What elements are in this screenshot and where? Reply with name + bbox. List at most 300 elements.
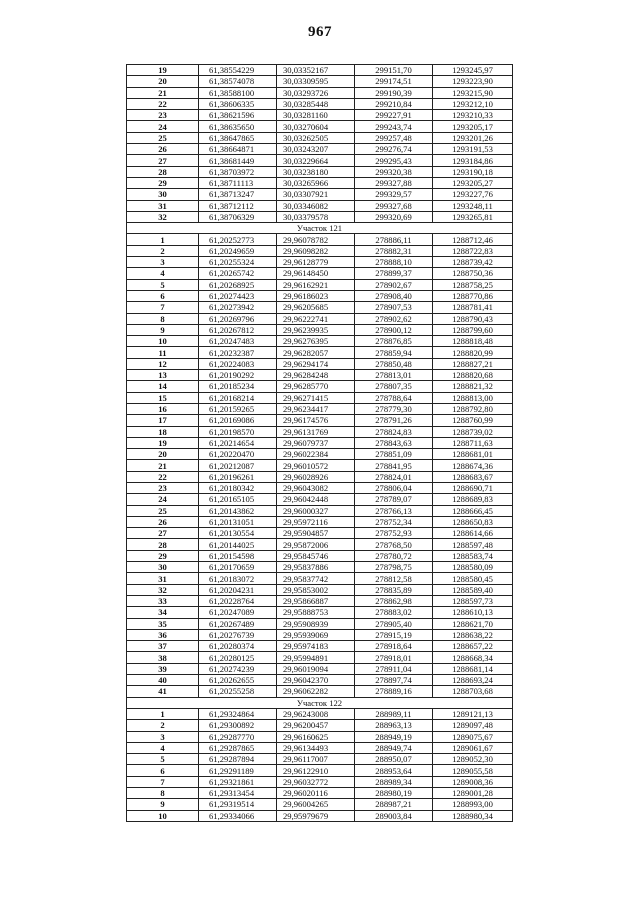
point-number-cell: 16 [127, 403, 199, 414]
y-coordinate-cell: 1289121,13 [433, 708, 513, 719]
x-coordinate-cell: 278789,07 [355, 494, 433, 505]
point-number-cell: 3 [127, 257, 199, 268]
longitude-cell: 29,95904857 [277, 528, 355, 539]
table-row [127, 528, 513, 539]
longitude-cell: 29,96205685 [277, 302, 355, 313]
x-coordinate-cell: 299243,74 [355, 121, 433, 132]
latitude-cell: 61,38703972 [199, 166, 277, 177]
x-coordinate-cell: 278824,83 [355, 426, 433, 437]
longitude-cell: 29,96028926 [277, 471, 355, 482]
point-number-cell: 6 [127, 765, 199, 776]
point-number-cell: 34 [127, 607, 199, 618]
x-coordinate-cell: 278862,98 [355, 595, 433, 606]
table-row [127, 121, 513, 132]
point-number-cell: 17 [127, 415, 199, 426]
table-row [127, 144, 513, 155]
latitude-cell: 61,20185234 [199, 381, 277, 392]
x-coordinate-cell: 278902,62 [355, 313, 433, 324]
x-coordinate-cell: 299257,48 [355, 132, 433, 143]
y-coordinate-cell: 1288580,09 [433, 562, 513, 573]
x-coordinate-cell: 299190,39 [355, 87, 433, 98]
longitude-cell: 29,96234417 [277, 403, 355, 414]
latitude-cell: 61,20204231 [199, 584, 277, 595]
y-coordinate-cell: 1293212,10 [433, 98, 513, 109]
latitude-cell: 61,20247483 [199, 336, 277, 347]
longitude-cell: 29,95837742 [277, 573, 355, 584]
x-coordinate-cell: 278807,35 [355, 381, 433, 392]
table-row [127, 166, 513, 177]
table-row [127, 788, 513, 799]
x-coordinate-cell: 278835,89 [355, 584, 433, 595]
longitude-cell: 30,03243207 [277, 144, 355, 155]
table-row [127, 257, 513, 268]
point-number-cell: 7 [127, 776, 199, 787]
point-number-cell: 2 [127, 245, 199, 256]
x-coordinate-cell: 288989,11 [355, 708, 433, 719]
x-coordinate-cell: 278752,34 [355, 516, 433, 527]
latitude-cell: 61,29324864 [199, 708, 277, 719]
y-coordinate-cell: 1288580,45 [433, 573, 513, 584]
longitude-cell: 30,03352167 [277, 65, 355, 76]
latitude-cell: 61,20180342 [199, 482, 277, 493]
table-row [127, 98, 513, 109]
y-coordinate-cell: 1288693,24 [433, 675, 513, 686]
table-row [127, 324, 513, 335]
latitude-cell: 61,20274423 [199, 290, 277, 301]
table-row [127, 810, 513, 821]
point-number-cell: 25 [127, 505, 199, 516]
latitude-cell: 61,29334066 [199, 810, 277, 821]
x-coordinate-cell: 278918,64 [355, 641, 433, 652]
table-row [127, 437, 513, 448]
latitude-cell: 61,20247089 [199, 607, 277, 618]
longitude-cell: 29,96019094 [277, 663, 355, 674]
latitude-cell: 61,38681449 [199, 155, 277, 166]
table-row [127, 494, 513, 505]
y-coordinate-cell: 1293210,33 [433, 110, 513, 121]
longitude-cell: 29,95853002 [277, 584, 355, 595]
point-number-cell: 22 [127, 471, 199, 482]
point-number-cell: 39 [127, 663, 199, 674]
x-coordinate-cell: 299329,57 [355, 189, 433, 200]
y-coordinate-cell: 1288597,73 [433, 595, 513, 606]
table-row [127, 87, 513, 98]
point-number-cell: 9 [127, 799, 199, 810]
point-number-cell: 7 [127, 302, 199, 313]
point-number-cell: 4 [127, 742, 199, 753]
x-coordinate-cell: 278915,19 [355, 629, 433, 640]
longitude-cell: 29,96000327 [277, 505, 355, 516]
point-number-cell: 19 [127, 437, 199, 448]
point-number-cell: 2 [127, 720, 199, 731]
longitude-cell: 30,03229664 [277, 155, 355, 166]
latitude-cell: 61,20249659 [199, 245, 277, 256]
latitude-cell: 61,29291189 [199, 765, 277, 776]
table-row [127, 539, 513, 550]
table-row [127, 731, 513, 742]
latitude-cell: 61,20280125 [199, 652, 277, 663]
point-number-cell: 29 [127, 177, 199, 188]
longitude-cell: 29,96294174 [277, 358, 355, 369]
x-coordinate-cell: 288963,13 [355, 720, 433, 731]
y-coordinate-cell: 1288689,83 [433, 494, 513, 505]
table-row [127, 381, 513, 392]
y-coordinate-cell: 1293190,18 [433, 166, 513, 177]
y-coordinate-cell: 1288980,34 [433, 810, 513, 821]
table-row [127, 65, 513, 76]
point-number-cell: 5 [127, 279, 199, 290]
longitude-cell: 29,96148450 [277, 268, 355, 279]
table-row [127, 720, 513, 731]
point-number-cell: 37 [127, 641, 199, 652]
x-coordinate-cell: 278897,74 [355, 675, 433, 686]
y-coordinate-cell: 1288820,99 [433, 347, 513, 358]
table-row [127, 584, 513, 595]
x-coordinate-cell: 288949,74 [355, 742, 433, 753]
table-row [127, 155, 513, 166]
point-number-cell: 1 [127, 708, 199, 719]
x-coordinate-cell: 299227,91 [355, 110, 433, 121]
latitude-cell: 61,20255324 [199, 257, 277, 268]
table-row [127, 370, 513, 381]
x-coordinate-cell: 278888,10 [355, 257, 433, 268]
section-header-row [127, 223, 513, 234]
x-coordinate-cell: 278859,94 [355, 347, 433, 358]
table-row [127, 302, 513, 313]
point-number-cell: 31 [127, 573, 199, 584]
y-coordinate-cell: 1288666,45 [433, 505, 513, 516]
section-title: Участок 122 [127, 697, 513, 708]
table-row [127, 708, 513, 719]
latitude-cell: 61,20220470 [199, 449, 277, 460]
latitude-cell: 61,20214654 [199, 437, 277, 448]
y-coordinate-cell: 1293248,11 [433, 200, 513, 211]
x-coordinate-cell: 278876,85 [355, 336, 433, 347]
longitude-cell: 29,96079737 [277, 437, 355, 448]
latitude-cell: 61,20280374 [199, 641, 277, 652]
longitude-cell: 29,96128779 [277, 257, 355, 268]
y-coordinate-cell: 1288781,41 [433, 302, 513, 313]
latitude-cell: 61,20228764 [199, 595, 277, 606]
y-coordinate-cell: 1293215,90 [433, 87, 513, 98]
latitude-cell: 61,20212087 [199, 460, 277, 471]
y-coordinate-cell: 1289075,67 [433, 731, 513, 742]
x-coordinate-cell: 278841,95 [355, 460, 433, 471]
longitude-cell: 29,96010572 [277, 460, 355, 471]
longitude-cell: 29,96062282 [277, 686, 355, 697]
latitude-cell: 61,38706329 [199, 211, 277, 222]
point-number-cell: 35 [127, 618, 199, 629]
latitude-cell: 61,20262655 [199, 675, 277, 686]
y-coordinate-cell: 1288614,66 [433, 528, 513, 539]
y-coordinate-cell: 1288589,40 [433, 584, 513, 595]
table-row [127, 742, 513, 753]
longitude-cell: 29,96162921 [277, 279, 355, 290]
point-number-cell: 27 [127, 528, 199, 539]
y-coordinate-cell: 1288792,80 [433, 403, 513, 414]
y-coordinate-cell: 1289008,36 [433, 776, 513, 787]
y-coordinate-cell: 1288799,60 [433, 324, 513, 335]
table-row [127, 629, 513, 640]
x-coordinate-cell: 278889,16 [355, 686, 433, 697]
x-coordinate-cell: 278798,75 [355, 562, 433, 573]
longitude-cell: 29,95888753 [277, 607, 355, 618]
longitude-cell: 29,96131769 [277, 426, 355, 437]
longitude-cell: 29,95866887 [277, 595, 355, 606]
latitude-cell: 61,20274239 [199, 663, 277, 674]
point-number-cell: 27 [127, 155, 199, 166]
x-coordinate-cell: 288950,07 [355, 754, 433, 765]
latitude-cell: 61,20168214 [199, 392, 277, 403]
point-number-cell: 23 [127, 110, 199, 121]
longitude-cell: 29,96200457 [277, 720, 355, 731]
table-row [127, 234, 513, 245]
x-coordinate-cell: 278766,13 [355, 505, 433, 516]
longitude-cell: 30,03285448 [277, 98, 355, 109]
table-row [127, 336, 513, 347]
table-row [127, 177, 513, 188]
latitude-cell: 61,38713247 [199, 189, 277, 200]
latitude-cell: 61,20169086 [199, 415, 277, 426]
point-number-cell: 20 [127, 449, 199, 460]
table-row [127, 776, 513, 787]
point-number-cell: 12 [127, 358, 199, 369]
point-number-cell: 10 [127, 336, 199, 347]
latitude-cell: 61,38554229 [199, 65, 277, 76]
point-number-cell: 13 [127, 370, 199, 381]
table-row [127, 573, 513, 584]
y-coordinate-cell: 1288583,74 [433, 550, 513, 561]
y-coordinate-cell: 1288722,83 [433, 245, 513, 256]
longitude-cell: 30,03309595 [277, 76, 355, 87]
latitude-cell: 61,20268925 [199, 279, 277, 290]
table-row [127, 211, 513, 222]
longitude-cell: 30,03307921 [277, 189, 355, 200]
table-row [127, 516, 513, 527]
latitude-cell: 61,20198570 [199, 426, 277, 437]
longitude-cell: 30,03293726 [277, 87, 355, 98]
latitude-cell: 61,38606335 [199, 98, 277, 109]
x-coordinate-cell: 278905,40 [355, 618, 433, 629]
table-row [127, 392, 513, 403]
table-row [127, 663, 513, 674]
point-number-cell: 8 [127, 788, 199, 799]
x-coordinate-cell: 288949,19 [355, 731, 433, 742]
y-coordinate-cell: 1288657,22 [433, 641, 513, 652]
table-row [127, 313, 513, 324]
point-number-cell: 33 [127, 595, 199, 606]
x-coordinate-cell: 278850,48 [355, 358, 433, 369]
x-coordinate-cell: 278812,58 [355, 573, 433, 584]
longitude-cell: 29,95979679 [277, 810, 355, 821]
longitude-cell: 29,96282057 [277, 347, 355, 358]
latitude-cell: 61,20267812 [199, 324, 277, 335]
point-number-cell: 15 [127, 392, 199, 403]
y-coordinate-cell: 1293227,76 [433, 189, 513, 200]
y-coordinate-cell: 1288821,32 [433, 381, 513, 392]
latitude-cell: 61,20269796 [199, 313, 277, 324]
x-coordinate-cell: 299320,38 [355, 166, 433, 177]
table-row [127, 652, 513, 663]
latitude-cell: 61,38711113 [199, 177, 277, 188]
x-coordinate-cell: 288980,19 [355, 788, 433, 799]
y-coordinate-cell: 1293223,90 [433, 76, 513, 87]
page-number: 967 [308, 24, 332, 40]
y-coordinate-cell: 1288638,22 [433, 629, 513, 640]
table-row [127, 675, 513, 686]
table-row [127, 245, 513, 256]
y-coordinate-cell: 1288993,00 [433, 799, 513, 810]
longitude-cell: 29,96117007 [277, 754, 355, 765]
latitude-cell: 61,20143862 [199, 505, 277, 516]
point-number-cell: 1 [127, 234, 199, 245]
latitude-cell: 61,20255258 [199, 686, 277, 697]
x-coordinate-cell: 299174,51 [355, 76, 433, 87]
y-coordinate-cell: 1288597,48 [433, 539, 513, 550]
y-coordinate-cell: 1288674,36 [433, 460, 513, 471]
latitude-cell: 61,20265742 [199, 268, 277, 279]
longitude-cell: 29,96032772 [277, 776, 355, 787]
table-row [127, 595, 513, 606]
longitude-cell: 29,96042370 [277, 675, 355, 686]
latitude-cell: 61,20196261 [199, 471, 277, 482]
longitude-cell: 29,95994891 [277, 652, 355, 663]
latitude-cell: 61,20159265 [199, 403, 277, 414]
y-coordinate-cell: 1289061,67 [433, 742, 513, 753]
y-coordinate-cell: 1289001,28 [433, 788, 513, 799]
y-coordinate-cell: 1288681,14 [433, 663, 513, 674]
latitude-cell: 61,29319514 [199, 799, 277, 810]
latitude-cell: 61,20267489 [199, 618, 277, 629]
x-coordinate-cell: 278883,02 [355, 607, 433, 618]
y-coordinate-cell: 1288760,99 [433, 415, 513, 426]
point-number-cell: 38 [127, 652, 199, 663]
table-row [127, 550, 513, 561]
table-row [127, 290, 513, 301]
section-header-row [127, 697, 513, 708]
longitude-cell: 29,96174576 [277, 415, 355, 426]
longitude-cell: 30,03281160 [277, 110, 355, 121]
x-coordinate-cell: 278851,09 [355, 449, 433, 460]
point-number-cell: 26 [127, 516, 199, 527]
y-coordinate-cell: 1288690,71 [433, 482, 513, 493]
y-coordinate-cell: 1288610,13 [433, 607, 513, 618]
point-number-cell: 9 [127, 324, 199, 335]
x-coordinate-cell: 278918,01 [355, 652, 433, 663]
x-coordinate-cell: 278886,11 [355, 234, 433, 245]
table-row [127, 562, 513, 573]
point-number-cell: 31 [127, 200, 199, 211]
point-number-cell: 18 [127, 426, 199, 437]
y-coordinate-cell: 1288650,83 [433, 516, 513, 527]
x-coordinate-cell: 299210,84 [355, 98, 433, 109]
y-coordinate-cell: 1293205,27 [433, 177, 513, 188]
x-coordinate-cell: 278788,64 [355, 392, 433, 403]
longitude-cell: 29,96042448 [277, 494, 355, 505]
table-row [127, 449, 513, 460]
x-coordinate-cell: 278813,01 [355, 370, 433, 381]
y-coordinate-cell: 1288758,25 [433, 279, 513, 290]
section-title: Участок 121 [127, 223, 513, 234]
latitude-cell: 61,29300892 [199, 720, 277, 731]
longitude-cell: 29,95972116 [277, 516, 355, 527]
table-row [127, 482, 513, 493]
x-coordinate-cell: 278791,26 [355, 415, 433, 426]
point-number-cell: 20 [127, 76, 199, 87]
y-coordinate-cell: 1288683,67 [433, 471, 513, 482]
longitude-cell: 29,96078782 [277, 234, 355, 245]
x-coordinate-cell: 278900,12 [355, 324, 433, 335]
latitude-cell: 61,38588100 [199, 87, 277, 98]
longitude-cell: 30,03346082 [277, 200, 355, 211]
y-coordinate-cell: 1288739,02 [433, 426, 513, 437]
point-number-cell: 23 [127, 482, 199, 493]
table-row [127, 189, 513, 200]
point-number-cell: 21 [127, 460, 199, 471]
y-coordinate-cell: 1288621,70 [433, 618, 513, 629]
y-coordinate-cell: 1288681,01 [433, 449, 513, 460]
point-number-cell: 3 [127, 731, 199, 742]
y-coordinate-cell: 1288703,68 [433, 686, 513, 697]
table-row [127, 765, 513, 776]
longitude-cell: 30,03270604 [277, 121, 355, 132]
y-coordinate-cell: 1289055,58 [433, 765, 513, 776]
x-coordinate-cell: 299320,69 [355, 211, 433, 222]
y-coordinate-cell: 1293245,97 [433, 65, 513, 76]
latitude-cell: 61,20165105 [199, 494, 277, 505]
point-number-cell: 32 [127, 211, 199, 222]
longitude-cell: 30,03262505 [277, 132, 355, 143]
table-row [127, 358, 513, 369]
point-number-cell: 40 [127, 675, 199, 686]
latitude-cell: 61,38621596 [199, 110, 277, 121]
x-coordinate-cell: 278780,72 [355, 550, 433, 561]
latitude-cell: 61,20224083 [199, 358, 277, 369]
point-number-cell: 6 [127, 290, 199, 301]
table-row [127, 279, 513, 290]
latitude-cell: 61,29287770 [199, 731, 277, 742]
y-coordinate-cell: 1288770,86 [433, 290, 513, 301]
x-coordinate-cell: 278752,93 [355, 528, 433, 539]
x-coordinate-cell: 288989,34 [355, 776, 433, 787]
longitude-cell: 30,03265966 [277, 177, 355, 188]
table-row [127, 415, 513, 426]
point-number-cell: 30 [127, 562, 199, 573]
latitude-cell: 61,20131051 [199, 516, 277, 527]
latitude-cell: 61,20273942 [199, 302, 277, 313]
table-row [127, 76, 513, 87]
longitude-cell: 29,96243008 [277, 708, 355, 719]
table-row [127, 799, 513, 810]
point-number-cell: 24 [127, 121, 199, 132]
point-number-cell: 30 [127, 189, 199, 200]
latitude-cell: 61,38647865 [199, 132, 277, 143]
latitude-cell: 61,20130554 [199, 528, 277, 539]
x-coordinate-cell: 278902,67 [355, 279, 433, 290]
table-row [127, 754, 513, 765]
latitude-cell: 61,38712112 [199, 200, 277, 211]
point-number-cell: 26 [127, 144, 199, 155]
point-number-cell: 19 [127, 65, 199, 76]
point-number-cell: 32 [127, 584, 199, 595]
y-coordinate-cell: 1289097,48 [433, 720, 513, 731]
latitude-cell: 61,29287894 [199, 754, 277, 765]
x-coordinate-cell: 278882,31 [355, 245, 433, 256]
point-number-cell: 22 [127, 98, 199, 109]
latitude-cell: 61,20154598 [199, 550, 277, 561]
y-coordinate-cell: 1293265,81 [433, 211, 513, 222]
y-coordinate-cell: 1288790,43 [433, 313, 513, 324]
